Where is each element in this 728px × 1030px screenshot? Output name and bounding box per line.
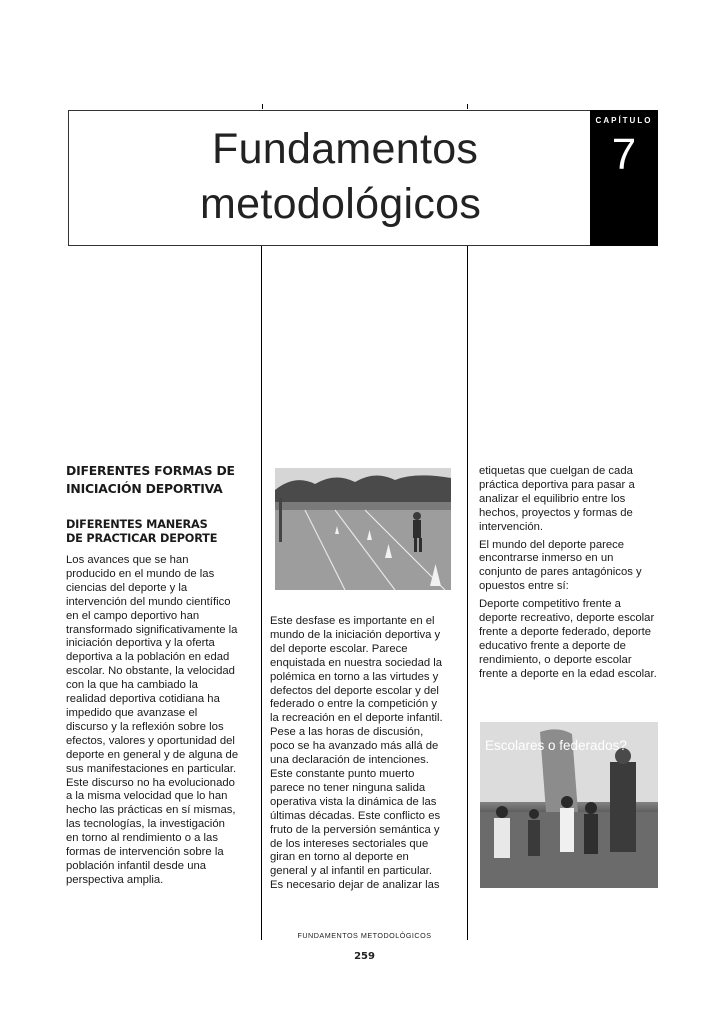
- text-line: mundo de la iniciación deportiva y: [270, 628, 441, 641]
- text-line: escolar. No obstante, la velocidad: [66, 665, 235, 678]
- chapter-label: CAPÍTULO: [595, 116, 653, 125]
- text-line: últimas décadas. Este conflicto es: [270, 809, 441, 822]
- paragraph: [270, 615, 454, 893]
- text-line: rendimiento, o deporte escolar: [479, 653, 632, 666]
- text-line: deporte en general y de alguna de: [66, 748, 239, 761]
- text-line: Deporte competitivo frente a: [479, 598, 621, 611]
- text-line: giran en torno al deporte en: [270, 851, 409, 864]
- column-2: [270, 615, 454, 893]
- text-line: a la misma velocidad que lo han: [66, 790, 228, 803]
- text-line: Pese a las horas de discusión,: [270, 726, 424, 739]
- paragraph-2: [479, 539, 659, 595]
- text-line: hechos, proyectos y formas de: [479, 506, 633, 519]
- text-line: analizar el equilibrio entre los: [479, 492, 626, 505]
- chapter-title-line-2: metodológicos: [200, 180, 482, 228]
- chapter-title: [200, 122, 580, 232]
- text-line: producido en el mundo de las: [66, 567, 215, 580]
- column-tick-right: [467, 104, 468, 109]
- text-line: Este desfase es importante en el: [270, 615, 435, 627]
- text-line: transformado significativamente la: [66, 623, 238, 636]
- text-line: sus manifestaciones en particular.: [66, 762, 237, 775]
- text-line: realidad deportiva cotidiana ha: [66, 693, 220, 706]
- text-line: conjunto de pares antagónicos y: [479, 566, 642, 579]
- column-rule-left: [261, 246, 262, 940]
- text-line: las tecnologías, la investigación: [66, 818, 225, 831]
- text-line: en torno al rendimiento o a las: [66, 832, 218, 845]
- text-line: ciencias del deporte y la: [66, 581, 188, 594]
- text-line: Es necesario dejar de analizar las: [270, 879, 440, 892]
- text-line: poco se ha avanzado más allá de: [270, 740, 439, 753]
- text-line: una declaración de intenciones.: [270, 754, 429, 767]
- text-line: general y al infantil en particular.: [270, 865, 433, 878]
- running-footer: FUNDAMENTOS METODOLÓGICOS: [297, 931, 432, 940]
- text-line: iniciación deportiva y la oferta: [66, 637, 215, 650]
- text-line: intervención del mundo científico: [66, 595, 231, 608]
- text-line: polémica en torno a las virtudes y: [270, 670, 439, 683]
- chapter-title-line-1: Fundamentos: [212, 125, 479, 173]
- subsection-title-line-2: DE PRACTICAR DEPORTE: [66, 532, 218, 545]
- column-tick-left: [262, 104, 263, 109]
- text-line: operativa vista la dinámica de las: [270, 795, 437, 808]
- text-line: opuestos entre sí:: [479, 580, 569, 593]
- text-line: etiquetas que cuelgan de cada: [479, 465, 633, 477]
- text-line: encontrarse inmerso en un: [479, 552, 614, 565]
- text-line: práctica deportiva para pasar a: [479, 478, 635, 491]
- section-title-line-1: DIFERENTES FORMAS DE: [66, 463, 235, 478]
- text-line: enquistada en nuestra sociedad la: [270, 656, 443, 669]
- photo-school-children: [480, 722, 658, 888]
- column-1: [66, 462, 248, 888]
- text-line: en el campo deportivo han: [66, 609, 200, 622]
- text-line: de los intereses sectoriales que: [270, 837, 429, 850]
- text-line: del deporte escolar. Parece: [270, 642, 408, 655]
- track-scene: [275, 468, 451, 590]
- photo-caption: Escolares o federados?: [485, 738, 627, 753]
- text-line: parece no tener ninguna salida: [270, 781, 426, 794]
- photo-track-race: [275, 468, 451, 590]
- text-line: fruto de la perversión semántica y: [270, 823, 440, 836]
- text-line: con la que ha cambiado la: [66, 679, 198, 692]
- paragraph-1: [479, 465, 659, 535]
- section-title-line-2: INICIACIÓN DEPORTIVA: [66, 481, 223, 496]
- text-line: frente a deporte en la edad escolar.: [479, 667, 657, 680]
- text-line: educativo frente a deporte de: [479, 639, 626, 652]
- text-line: formas de intervención sobre la: [66, 846, 224, 859]
- text-line: El mundo del deporte parece: [479, 538, 625, 551]
- text-line: hecho las prácticas en sí mismas,: [66, 804, 236, 817]
- subsection-title-line-1: DIFERENTES MANERAS: [66, 518, 208, 531]
- paragraph-3: [479, 598, 659, 681]
- subsection-title: [66, 518, 248, 546]
- text-line: población infantil desde una: [66, 859, 207, 872]
- text-line: efectos, valores y oportunidad del: [66, 734, 235, 747]
- text-line: discurso y la reflexión sobre los: [66, 720, 224, 733]
- column-3: [479, 465, 659, 682]
- text-line: Este discurso no ha evolucionado: [66, 776, 235, 789]
- text-line: Los avances que se han: [66, 554, 189, 566]
- text-line: frente a deporte federado, deporte: [479, 625, 652, 638]
- text-line: defectos del deporte escolar y del: [270, 684, 439, 697]
- text-line: intervención.: [479, 520, 544, 533]
- section-title: [66, 462, 248, 498]
- text-line: federado o entre la competición y: [270, 698, 438, 711]
- text-line: deportiva a la población en edad: [66, 651, 230, 664]
- text-line: impedido que avanzase el: [66, 706, 198, 719]
- paragraph: [66, 554, 248, 888]
- page-number: 259: [354, 951, 375, 962]
- text-line: la recreación en el deporte infantil.: [270, 712, 443, 725]
- text-line: perspectiva amplia.: [66, 873, 164, 886]
- column-rule-right: [467, 246, 468, 940]
- text-line: deporte recreativo, deporte escolar: [479, 612, 655, 625]
- chapter-number: 7: [611, 130, 637, 179]
- chapter-badge: [590, 110, 658, 246]
- text-line: Este constante punto muerto: [270, 767, 415, 780]
